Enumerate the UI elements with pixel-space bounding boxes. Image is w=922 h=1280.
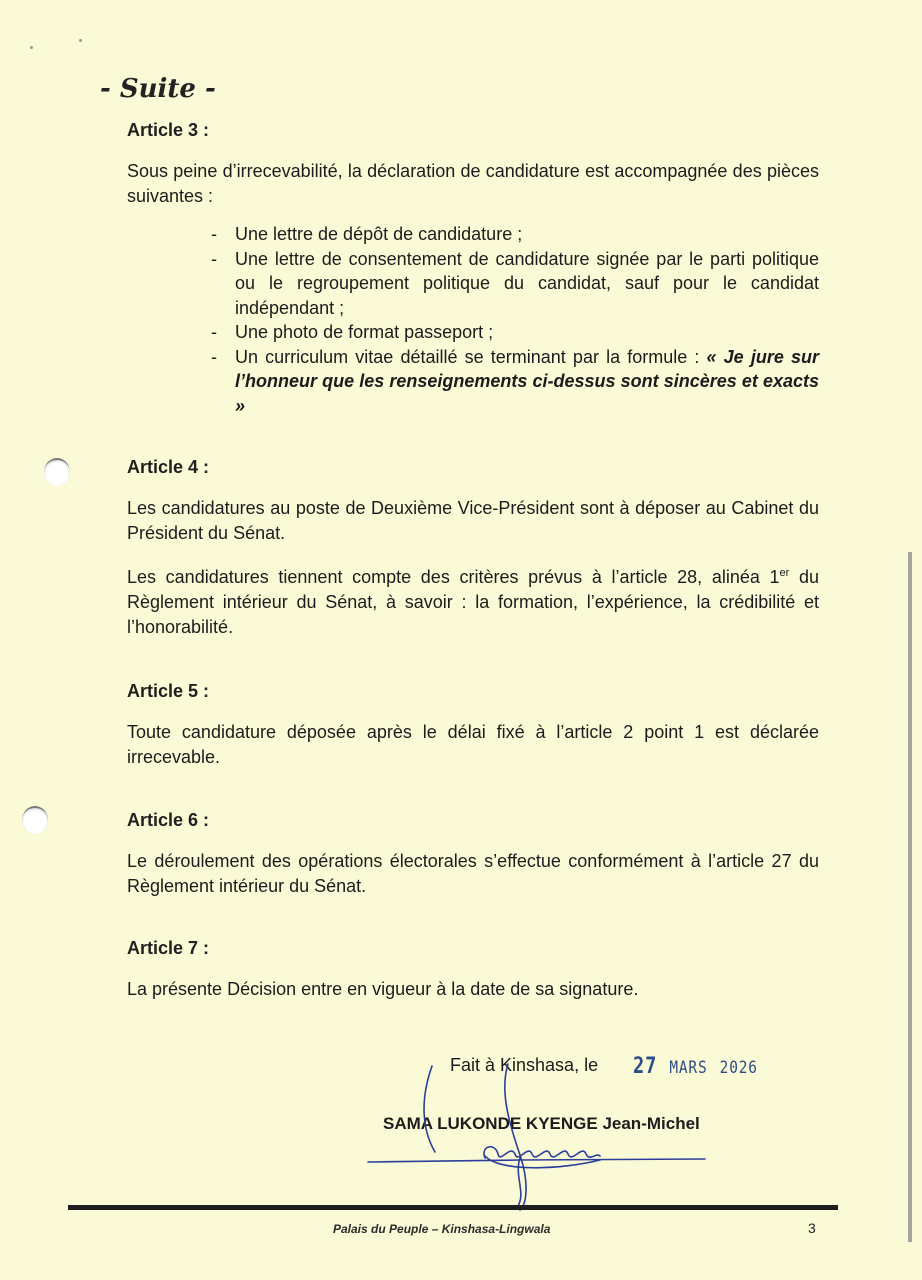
article-6-title: Article 6 : <box>127 810 210 830</box>
stamp-year: 2026 <box>719 1058 758 1078</box>
footer-rule <box>68 1205 838 1210</box>
handwritten-signature <box>360 1060 740 1220</box>
article-4-text: Les candidatures tiennent compte des critères prévus à l’article 28, alinéa 1 <box>127 567 780 587</box>
page-number: 3 <box>808 1220 816 1236</box>
article-5-paragraph: Toute candidature déposée après le délai fixé à l’article 2 point 1 est déclarée irrecevable. <box>127 722 819 767</box>
footer-address: Palais du Peuple – Kinshasa-Lingwala <box>333 1222 551 1236</box>
article-4-paragraph-1: Les candidatures au poste de Deuxième Vice-Président sont à déposer au Cabinet du Président du Sénat. <box>127 498 819 543</box>
page-edge-line <box>908 552 912 1242</box>
list-item: - Une lettre de dépôt de candidature ; <box>211 222 819 247</box>
stamp-month: MARS <box>669 1058 708 1078</box>
cv-item-text: Un curriculum vitae détaillé se terminant par la formule : <box>235 346 700 367</box>
article-3-intro: Sous peine d’irrecevabilité, la déclaration de candidature est accompagnée des pièces suivantes : <box>127 161 819 206</box>
article-6-paragraph: Le déroulement des opérations électorales s’effectue conformément à l’article 27 du Règlement intérieur du Sénat. <box>127 851 819 896</box>
superscript: er <box>779 567 790 579</box>
article-7-title: Article 7 : <box>127 938 210 958</box>
suite-heading: - Suite - <box>100 74 216 104</box>
punch-hole <box>44 458 70 486</box>
article-4-paragraph-2 <box>127 565 819 640</box>
oath-quote: « Je jure sur l’honneur que les renseignements ci-dessus sont sincères et exacts » <box>235 346 819 416</box>
list-item: - Une lettre de consentement de candidature signée par le parti politique ou le regroupement politique du candidat, sauf pour le candidat indépendant ; <box>211 247 819 321</box>
article-5-title: Article 5 : <box>127 681 210 701</box>
speck <box>30 46 33 49</box>
signatory-name: SAMA LUKONDE KYENGE Jean-Michel <box>383 1114 700 1133</box>
article-3-title: Article 3 : <box>127 120 210 140</box>
article-4-text-cont: du Règlement intérieur du Sénat, à savoir : la formation, l’expérience, la crédibilité et l’honorabilité. <box>127 567 819 637</box>
article-7-paragraph: La présente Décision entre en vigueur à la date de sa signature. <box>127 979 639 999</box>
article-3-list <box>211 222 819 418</box>
punch-hole <box>22 806 48 834</box>
stamp-day: 27 <box>633 1054 658 1079</box>
place-and-date-label: Fait à Kinshasa, le <box>450 1055 599 1075</box>
list-item: - Une photo de format passeport ; <box>211 320 819 345</box>
list-item <box>211 345 819 419</box>
article-4-title: Article 4 : <box>127 457 210 477</box>
speck <box>79 39 82 42</box>
date-stamp <box>633 1054 758 1079</box>
